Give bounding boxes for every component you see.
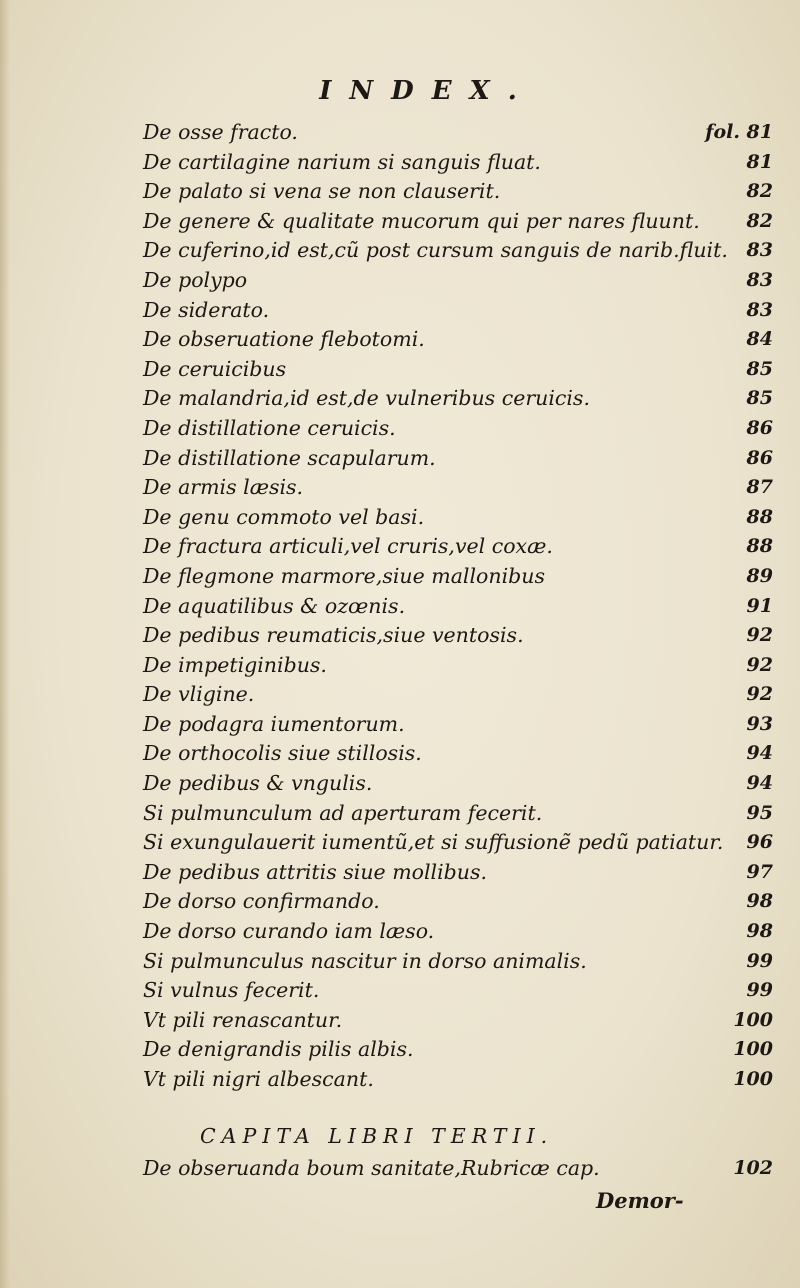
entry-folio: 97 xyxy=(746,860,773,883)
entry-folio: fol. 81 xyxy=(705,121,773,143)
entry-title: Si pulmunculum ad aperturam fecerit. xyxy=(143,800,543,825)
entry-title: De fractura articuli,vel cruris,vel coxæ. xyxy=(143,534,553,559)
entry-folio: 99 xyxy=(746,949,773,972)
entry-title: De distillatione ceruicis. xyxy=(143,415,396,440)
index-entry xyxy=(143,207,773,237)
entry-folio: 92 xyxy=(746,653,773,676)
entry-title: De ceruicibus xyxy=(143,356,287,381)
index-entry xyxy=(143,444,773,474)
index-entry xyxy=(143,592,773,622)
entry-title: De polypo xyxy=(143,267,248,292)
entry-folio: 91 xyxy=(746,594,773,617)
index-entry xyxy=(143,1065,773,1095)
entry-folio: 86 xyxy=(746,446,773,469)
entry-title: Si pulmunculus nascitur in dorso animalis. xyxy=(143,948,587,973)
entry-title: Si exungulauerit iumentũ,et si suffusionẽ pedũ patiatur. xyxy=(143,830,724,855)
index-entry xyxy=(143,651,773,681)
entry-folio: 98 xyxy=(746,890,773,913)
index-entry xyxy=(143,266,773,296)
entry-title: De obseruatione flebotomi. xyxy=(143,327,425,352)
entry-title: De siderato. xyxy=(143,297,270,322)
entry-folio: 92 xyxy=(746,624,773,647)
entry-title: De obseruanda boum sanitate,Rubricæ cap. xyxy=(143,1156,600,1180)
entry-title: De vligine. xyxy=(143,682,255,707)
entry-title: De palato si vena se non clauserit. xyxy=(143,179,501,204)
entry-folio: 83 xyxy=(746,268,773,291)
index-entry xyxy=(143,799,773,829)
index-entry xyxy=(143,739,773,769)
entry-title: De pedibus reumaticis,siue ventosis. xyxy=(143,623,524,648)
index-entry xyxy=(143,1035,773,1065)
entry-title: De distillatione scapularum. xyxy=(143,445,436,470)
entry-folio: 92 xyxy=(746,683,773,706)
index-entries xyxy=(143,118,773,1095)
index-entry xyxy=(143,325,773,355)
index-entry xyxy=(143,473,773,503)
entry-title: De aquatilibus & ozœnis. xyxy=(143,593,406,618)
entry-title: De flegmone marmore,siue mallonibus xyxy=(143,563,545,588)
entry-title: De pedibus & vngulis. xyxy=(143,771,373,796)
index-entry xyxy=(143,562,773,592)
entry-folio: 102 xyxy=(733,1157,773,1179)
index-entry xyxy=(143,414,773,444)
index-entry xyxy=(143,177,773,207)
index-entry xyxy=(143,769,773,799)
entry-folio: 85 xyxy=(746,387,773,410)
index-entry xyxy=(143,621,773,651)
entry-folio: 100 xyxy=(733,1008,773,1031)
entry-title: Vt pili nigri albescant. xyxy=(143,1067,374,1091)
entry-folio: 96 xyxy=(746,831,773,854)
entry-title: De denigrandis pilis albis. xyxy=(143,1037,414,1062)
entry-title: De cartilagine narium si sanguis fluat. xyxy=(143,149,541,174)
entry-title: De genu commoto vel basi. xyxy=(143,504,425,529)
entry-folio: 83 xyxy=(746,239,773,262)
entry-folio: 88 xyxy=(746,505,773,528)
index-entry xyxy=(143,917,773,947)
index-entry xyxy=(143,384,773,414)
entry-folio: 98 xyxy=(746,920,773,943)
entry-folio: 99 xyxy=(746,979,773,1002)
entry-folio: 81 xyxy=(746,150,773,173)
entry-folio: 82 xyxy=(746,209,773,232)
entry-title: De podagra iumentorum. xyxy=(143,711,405,736)
entry-folio: 89 xyxy=(746,564,773,587)
index-entry xyxy=(143,355,773,385)
entry-title: De osse fracto. xyxy=(143,120,298,144)
index-entry xyxy=(143,532,773,562)
entry-title: De dorso confirmando. xyxy=(143,889,380,914)
entry-title: De armis læsis. xyxy=(143,475,304,500)
entry-folio: 95 xyxy=(746,801,773,824)
index-entry xyxy=(143,976,773,1006)
index-entry xyxy=(143,236,773,266)
section-heading: CAPITA LIBRI TERTII. xyxy=(200,1124,554,1148)
entry-title: De dorso curando iam læso. xyxy=(143,919,435,944)
entry-title: De genere & qualitate mucorum qui per nares fluunt. xyxy=(143,208,700,233)
index-entry xyxy=(143,118,773,148)
index-entry xyxy=(143,858,773,888)
entry-folio: 94 xyxy=(746,742,773,765)
entry-title: De impetiginibus. xyxy=(143,652,327,677)
index-entry-last xyxy=(143,1153,773,1183)
catchword: Demor- xyxy=(596,1188,684,1213)
entry-title: De malandria,id est,de vulneribus ceruicis. xyxy=(143,386,590,411)
page-header: INDEX. xyxy=(319,76,535,106)
index-entry xyxy=(143,947,773,977)
entry-folio: 88 xyxy=(746,535,773,558)
entry-title: Vt pili renascantur. xyxy=(143,1007,343,1032)
entry-title: De cuferino,id est,cũ post cursum sanguis de narib.fluit. xyxy=(143,238,728,263)
index-entry xyxy=(143,148,773,178)
entry-title: De pedibus attritis siue mollibus. xyxy=(143,859,488,884)
entry-folio: 87 xyxy=(746,476,773,499)
index-entry xyxy=(143,828,773,858)
index-entry xyxy=(143,296,773,326)
entry-title: De orthocolis siue stillosis. xyxy=(143,741,422,766)
index-entry xyxy=(143,1006,773,1036)
entry-folio: 100 xyxy=(733,1038,773,1061)
index-entry xyxy=(143,887,773,917)
entry-folio: 93 xyxy=(746,712,773,735)
page-edge-shadow xyxy=(0,0,10,1288)
entry-folio: 83 xyxy=(746,298,773,321)
entry-folio: 100 xyxy=(733,1068,773,1090)
index-entry xyxy=(143,503,773,533)
index-entry xyxy=(143,680,773,710)
entry-folio: 82 xyxy=(746,180,773,203)
entry-folio: 85 xyxy=(746,357,773,380)
entry-folio: 94 xyxy=(746,772,773,795)
index-entry xyxy=(143,710,773,740)
entry-title: Si vulnus fecerit. xyxy=(143,978,320,1003)
entry-folio: 86 xyxy=(746,416,773,439)
entry-folio: 84 xyxy=(746,328,773,351)
